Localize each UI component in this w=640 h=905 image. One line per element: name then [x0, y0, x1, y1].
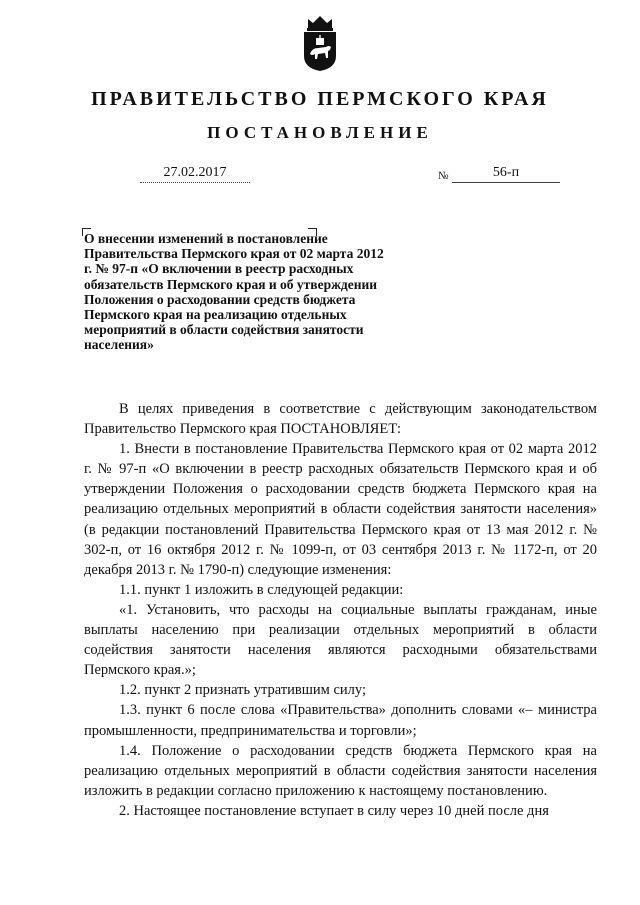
body-paragraph: 1.2. пункт 2 признать утратившим силу; — [119, 682, 366, 699]
body-paragraph: 1.1. пункт 1 изложить в следующей редакции: — [119, 581, 404, 598]
body-paragraph: «1. Установить, что расходы на социальные выплаты гражданам, иные выплаты населению при реализации отдельных мероприятий в области содействия занятости населения являются расходными обязательствами Пермского края.»; — [84, 601, 597, 679]
document-date: 27.02.2017 — [140, 165, 250, 183]
document-body — [84, 399, 597, 821]
document-subject: О внесении изменений в постановление Правительства Пермского края от 02 марта 2012 г. № 97-п «О включении в реестр расходных обязательств Пермского края и об утверждении Положения о расходовании средств бюджета Пермского края на реализацию отдельных мероприятий в области содействия занятости населения» — [84, 231, 384, 353]
number-label: № — [438, 170, 449, 182]
body-paragraph: 1.4. Положение о расходовании средств бюджета Пермского края на реализацию отдельных мероприятий в области содействия занятости населения изложить в редакции согласно приложению к настоящему постановлению. — [84, 742, 597, 799]
body-paragraph: 1. Внести в постановление Правительства Пермского края от 02 марта 2012 г. № 97-п «О включении в реестр расходных обязательств Пермского края и об утверждении Положения о расходовании средств бюджета Пермского края на реализацию отдельных мероприятий в области содействия занятости населения» (в редакции постановлений Правительства Пермского края от 13 мая 2012 г. № 302-п, от 16 октября 2012 г. № 1099-п, от 03 сентября 2013 г. № 1172-п, от 20 декабря 2013 г. № 1790-п) следующие изменения: — [84, 441, 597, 578]
perm-krai-coat-of-arms-icon — [300, 14, 340, 72]
body-paragraph: 1.3. пункт 6 после слова «Правительства» дополнить словами «– министра промышленности, предпринимательства и торговли»; — [84, 702, 597, 739]
government-title: ПРАВИТЕЛЬСТВО ПЕРМСКОГО КРАЯ — [91, 88, 549, 110]
body-paragraph: В целях приведения в соответствие с действующим законодательством Правительство Пермского края ПОСТАНОВЛЯЕТ: — [84, 401, 597, 438]
body-paragraph: 2. Настоящее постановление вступает в силу через 10 дней после дня — [119, 802, 549, 819]
document-number: 56-п — [452, 165, 560, 183]
document-type: ПОСТАНОВЛЕНИЕ — [207, 123, 433, 142]
